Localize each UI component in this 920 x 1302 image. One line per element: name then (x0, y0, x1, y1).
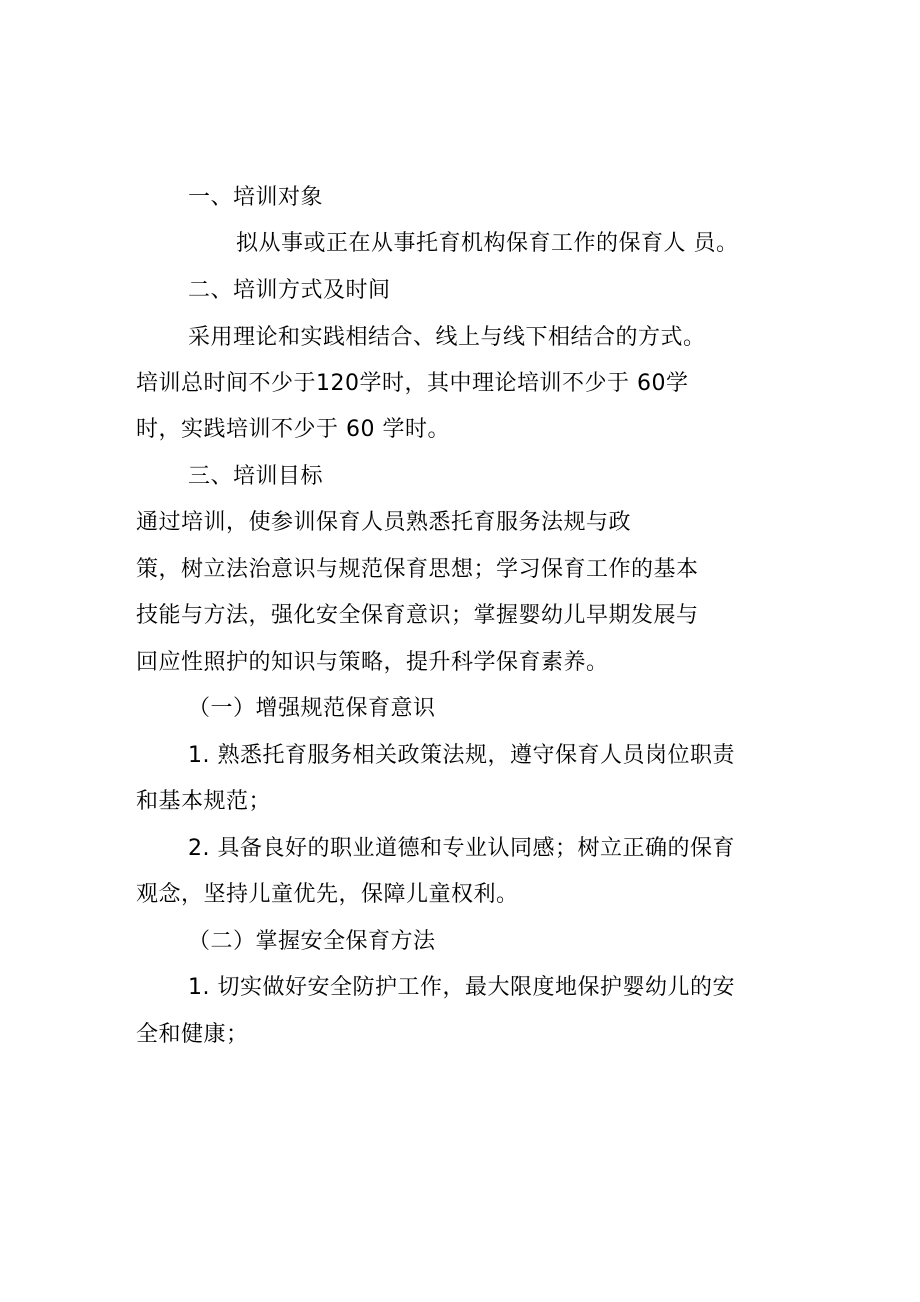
paragraph-line: 时，实践培训不少于 60 学时。 (136, 417, 450, 442)
list-item-continuation: 观念，坚持儿童优先，保障儿童权利。 (136, 882, 519, 907)
paragraph-line: 拟从事或正在从事托育机构保育工作的保育人 员。 (236, 231, 739, 256)
list-item-continuation: 和基本规范； (136, 789, 272, 814)
subheading-standard-care: （一）增强规范保育意识 (188, 696, 436, 721)
paragraph-line: 策，树立法治意识与规范保育思想；学习保育工作的基本 (136, 557, 699, 582)
subheading-safety-care: （二）掌握安全保育方法 (188, 929, 436, 954)
paragraph-line: 回应性照护的知识与策略，提升科学保育素养。 (136, 650, 609, 675)
list-item: 1. 切实做好安全防护工作，最大限度地保护婴幼儿的安 (188, 975, 735, 1000)
list-item-continuation: 全和健康； (136, 1022, 249, 1047)
paragraph-line: 通过培训，使参训保育人员熟悉托育服务法规与政 (136, 510, 632, 535)
heading-training-target: 一、培训对象 (188, 185, 324, 210)
paragraph-line: 技能与方法，强化安全保育意识；掌握婴幼儿早期发展与 (136, 603, 699, 628)
paragraph-line: 培训总时间不少于120学时，其中理论培训不少于 60学 (136, 371, 689, 396)
paragraph-line: 采用理论和实践相结合、线上与线下相结合的方式。 (188, 325, 706, 350)
list-item: 2. 具备良好的职业道德和专业认同感；树立正确的保育 (188, 836, 735, 861)
list-item: 1. 熟悉托育服务相关政策法规，遵守保育人员岗位职责 (188, 743, 735, 768)
heading-training-goal: 三、培训目标 (188, 464, 324, 489)
heading-training-method: 二、培训方式及时间 (188, 278, 391, 303)
